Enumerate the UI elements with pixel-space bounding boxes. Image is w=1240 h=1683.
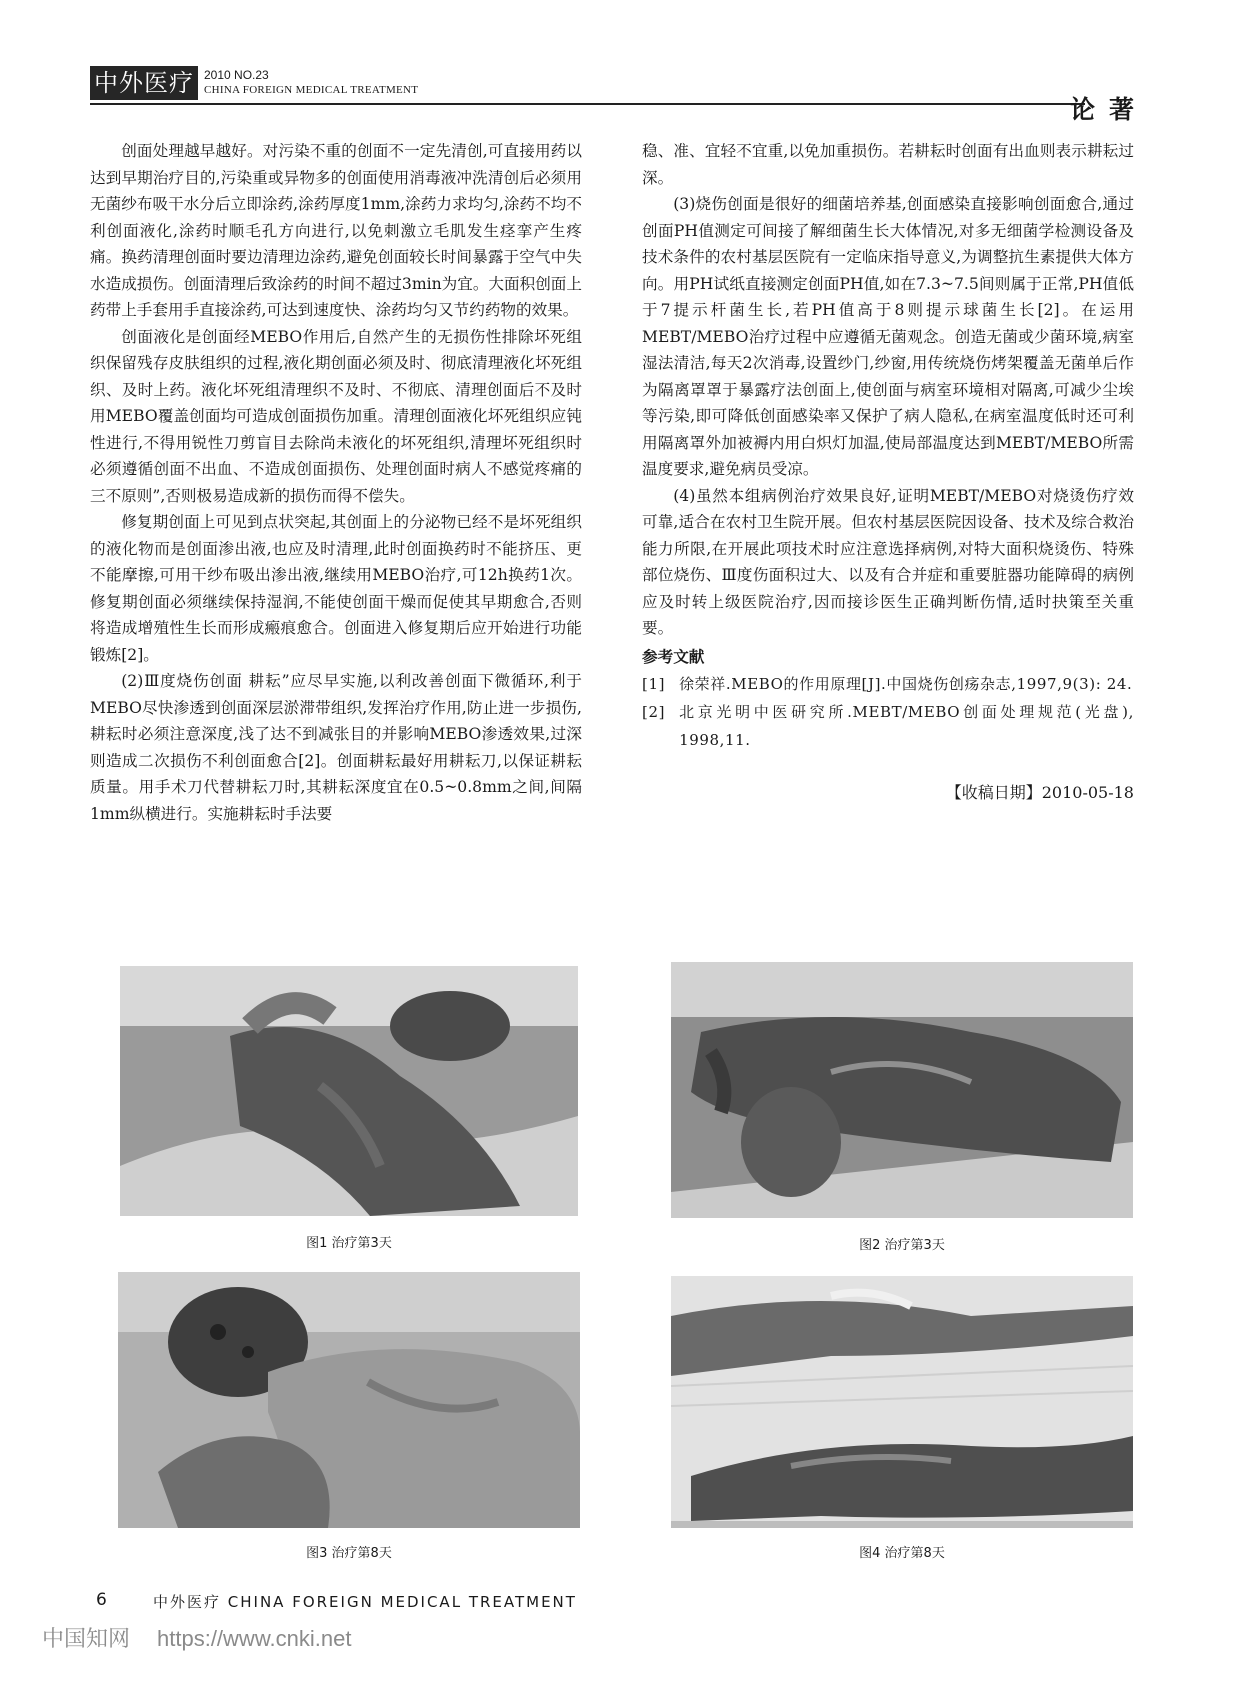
paragraph: 稳、准、宜轻不宜重,以免加重损伤。若耕耘时创面有出血则表示耕耘过深。 xyxy=(642,142,1134,187)
section-label: 论著 xyxy=(1069,95,1148,124)
figure-1-caption: 图1 治疗第3天 xyxy=(306,1236,392,1251)
reference-number: [1] xyxy=(642,675,666,693)
paragraph: (3)烧伤创面是很好的细菌培养基,创面感染直接影响创面愈合,通过创面PH值测定可间接了解细菌生长大体情况,对多无细菌学检测设备及技术条件的农村基层医院有一定临床指导意义,为调整抗生素提供大体方向。用PH试纸直接测定创面PH值,如在7.3~7.5间则属于正常,PH值低于7提示杆菌生长,若PH值高于8则提示球菌生长[2]。在运用MEBT/MEBO治疗过程中应遵循无菌观念。创造无菌或少菌环境,病室湿法清洁,每天2次消毒,设置纱门,纱窗,用传统烧伤烤架覆盖无菌单后作为隔离罩罩于暴露疗法创面上,使创面与病室环境相对隔离,可减少尘埃等污染,即可降低创面感染率又保护了病人隐私,在病室温度低时还可利用隔离罩外加被褥内用白炽灯加温,使局部温度达到MEBT/MEBO所需温度要求,避免病员受凉。 xyxy=(642,195,1134,478)
journal-logo: 中外医疗 xyxy=(90,66,198,100)
right-column xyxy=(642,138,1134,807)
figure-1-photo xyxy=(120,966,578,1216)
reference-item xyxy=(642,670,1134,698)
reference-number: [2] xyxy=(642,703,666,721)
paragraph: 修复期创面上可见到点状突起,其创面上的分泌物已经不是坏死组织的液化物而是创面渗出液,也应及时清理,此时创面换药时不能挤压、更不能摩擦,可用干纱布吸出渗出液,继续用MEBO治疗,可12h换药1次。修复期创面必须继续保持湿润,不能使创面干燥而促使其早期愈合,否则将造成增殖性生长而形成瘢痕愈合。创面进入修复期后应开始进行功能锻炼[2]。 xyxy=(90,513,582,664)
reference-text: 徐荣祥.MEBO的作用原理[J].中国烧伤创疡杂志,1997,9(3): 24. xyxy=(679,675,1133,693)
journal-english-name: CHINA FOREIGN MEDICAL TREATMENT xyxy=(204,84,419,96)
paragraph: 创面液化是创面经MEBO作用后,自然产生的无损伤性排除坏死组织保留残存皮肤组织的过程,液化期创面必须及时、彻底清理液化坏死组织、及时上药。液化坏死组清理织不及时、不彻底、清理创面后不及时用MEBO覆盖创面均可造成创面损伤加重。清理创面液化坏死组织应钝性进行,不得用锐性刀剪盲目去除尚未液化的坏死组织,清理坏死组织时必须遵循创面不出血、不造成创面损伤、处理创面时病人不感觉疼痛的 三不原则”,否则极易造成新的损伤而得不偿失。 xyxy=(90,327,582,505)
watermark-brand: 中国知网 xyxy=(42,1627,131,1652)
references-heading: 参考文献 xyxy=(642,646,705,666)
issue-info: 2010 NO.23 xyxy=(204,68,269,82)
received-date: 【收稿日期】2010-05-18 xyxy=(945,783,1134,802)
figure-3-photo xyxy=(118,1272,580,1528)
paragraph: 创面处理越早越好。对污染不重的创面不一定先清创,可直接用药以达到早期治疗目的,污染重或异物多的创面使用消毒液冲洗清创后必须用无菌纱布吸干水分后立即涂药,涂药厚度1mm,涂药力求均匀,涂药不均不利创面液化,涂药时顺毛孔方向进行,以免刺激立毛肌发生痉挛产生疼痛。换药清理创面时要边清理边涂药,避免创面较长时间暴露于空气中失水造成损伤。创面清理后致涂药的时间不超过3min为宜。大面积创面上药带上手套用手直接涂药,可达到速度快、涂药均匀又节约药物的效果。 xyxy=(90,142,582,319)
figure-2-caption: 图2 治疗第3天 xyxy=(859,1238,945,1253)
figure-3-caption: 图3 治疗第8天 xyxy=(306,1546,392,1561)
figure-2-photo xyxy=(671,962,1133,1218)
left-column xyxy=(90,138,582,827)
header-rule xyxy=(90,103,1085,105)
paragraph: (2)Ⅲ度烧伤创面 耕耘”应尽早实施,以利改善创面下微循环,利于MEBO尽快渗透到创面深层淤滞带组织,发挥治疗作用,防止进一步损伤,耕耘时必须注意深度,浅了达不到减张目的并影响MEBO渗透效果,过深则造成二次损伤不利创面愈合[2]。创面耕耘最好用耕耘刀,以保证耕耘质量。用手术刀代替耕耘刀时,其耕耘深度宜在0.5~0.8mm之间,间隔1mm纵横进行。实施耕耘时手法要 xyxy=(90,672,582,823)
paragraph: (4)虽然本组病例治疗效果良好,证明MEBT/MEBO对烧烫伤疗效可靠,适合在农村卫生院开展。但农村基层医院因设备、技术及综合救治能力所限,在开展此项技术时应注意选择病例,对特大面积烧烫伤、特殊部位烧伤、Ⅲ度伤面积过大、以及有合并症和重要脏器功能障碍的病例应及时转上级医院治疗,因而接诊医生正确判断伤情,适时抉策至关重要。 xyxy=(642,486,1134,637)
page-number: 6 xyxy=(96,1590,107,1610)
watermark-url[interactable]: https://www.cnki.net xyxy=(157,1626,352,1651)
figure-4-photo xyxy=(671,1276,1133,1528)
reference-text: 北京光明中医研究所.MEBT/MEBO创面处理规范(光盘), 1998,11. xyxy=(679,703,1134,749)
reference-item xyxy=(642,698,1134,754)
figure-4-caption: 图4 治疗第8天 xyxy=(859,1546,945,1561)
cnki-watermark xyxy=(42,1622,351,1653)
footer-journal-name: 中外医疗 CHINA FOREIGN MEDICAL TREATMENT xyxy=(153,1593,577,1611)
